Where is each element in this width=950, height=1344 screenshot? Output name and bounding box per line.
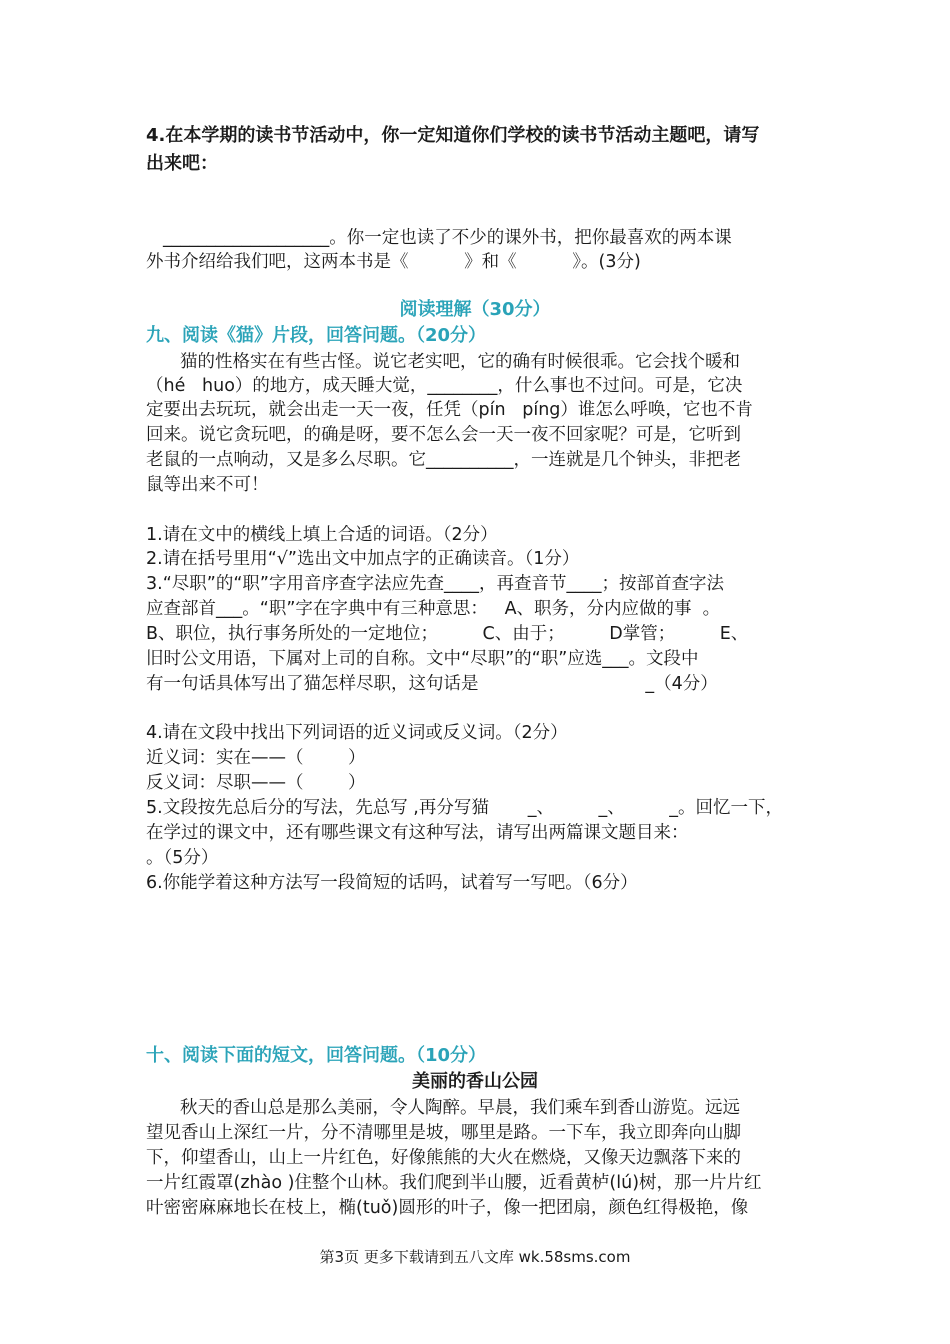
s9-passage-line: 定要出去玩玩，就会出走一天一夜，任凭（pín píng）谁怎么呼唤，它也不肯 (146, 400, 753, 420)
s9-passage-line: 回来。说它贪玩吧，的确是呀，要不怎么会一天一夜不回家呢？可是，它听到 (146, 425, 741, 445)
s9-question-5-line: 。（5分） (146, 848, 219, 868)
s9-question-3-line: 3.“尽职”的“职”字用音序查字法应先查____，再查音节____；按部首查字法 (146, 574, 724, 594)
s10-subtitle: 美丽的香山公园 (412, 1071, 538, 1092)
s9-question-2: 2.请在括号里用“√”选出文中加点字的正确读音。（1分） (146, 549, 580, 569)
s10-passage-line: 叶密密麻麻地长在枝上，椭(tuǒ)圆形的叶子，像一把团扇，颜色红得极艳，像 (146, 1198, 749, 1218)
s10-title: 十、阅读下面的短文，回答问题。（10分） (146, 1045, 487, 1066)
q4-prompt-line1: 4.在本学期的读书节活动中，你一定知道你们学校的读书节活动主题吧，请写 (146, 125, 760, 146)
s9-question-3-line: B、职位，执行事务所处的一定地位； C、由于； D掌管； E、 (146, 624, 749, 644)
s9-question-3-line: 应查部首___。“职”字在字典中有三种意思： A、职务，分内应做的事 。 (146, 599, 721, 619)
s9-question-3-line: 有一句话具体写出了猫怎样尽职，这句话是 _（4分） (146, 674, 718, 694)
s9-question-4-antonym: 反义词：尽职——（ ） (146, 773, 366, 793)
q4-answer-line1: ___________________。你一定也读了不少的课外书，把你最喜欢的两本课 (163, 228, 732, 248)
page-footer: 第3页 更多下载请到五八文库 wk.58sms.com (319, 1248, 631, 1266)
s9-question-5-line: 5.文段按先总后分的写法，先总写 ,再分写猫 _、 _、 _。回忆一下， (146, 798, 784, 818)
s9-question-4: 4.请在文段中找出下列词语的近义词或反义词。（2分） (146, 723, 568, 743)
s9-question-5-line: 在学过的课文中，还有哪些课文有这种写法，请写出两篇课文题目来： (146, 823, 689, 843)
s10-passage-line: 下，仰望香山，山上一片红色，好像熊熊的大火在燃烧，又像天边飘落下来的 (146, 1148, 741, 1168)
s10-passage-line: 望见香山上深红一片，分不清哪里是坡，哪里是路。一下车，我立即奔向山脚 (146, 1123, 741, 1143)
s10-passage-line: 一片红霞罩(zhào )住整个山林。我们爬到半山腰，近看黄栌(lú)树，那一片片红 (146, 1173, 762, 1193)
s9-passage-line: 鼠等出来不可！ (146, 475, 269, 495)
s9-question-6: 6.你能学着这种方法写一段简短的话吗，试着写一写吧。（6分） (146, 873, 638, 893)
s9-passage-line: （hé huo）的地方，成天睡大觉，________，什么事也不过问。可是，它决 (146, 376, 743, 396)
q4-prompt-line2: 出来吧： (146, 153, 218, 174)
s9-question-1: 1.请在文中的横线上填上合适的词语。（2分） (146, 525, 498, 545)
s9-question-3-line: 旧时公文用语，下属对上司的自称。文中“尽职”的“职”应选___。文段中 (146, 649, 699, 669)
s10-passage-line: 秋天的香山总是那么美丽，令人陶醉。早晨，我们乘车到香山游览。远远 (180, 1098, 740, 1118)
section-title: 阅读理解（30分） (399, 299, 551, 320)
s9-question-4-synonym: 近义词：实在——（ ） (146, 748, 366, 768)
q4-answer-line2: 外书介绍给我们吧，这两本书是《 》和《 》。(3分) (146, 252, 641, 272)
s9-passage-line: 猫的性格实在有些古怪。说它老实吧，它的确有时候很乖。它会找个暖和 (180, 352, 740, 372)
s9-passage-line: 老鼠的一点响动，又是多么尽职。它__________，一连就是几个钟头，非把老 (146, 450, 741, 470)
s9-title: 九、阅读《猫》片段，回答问题。（20分） (146, 325, 487, 346)
